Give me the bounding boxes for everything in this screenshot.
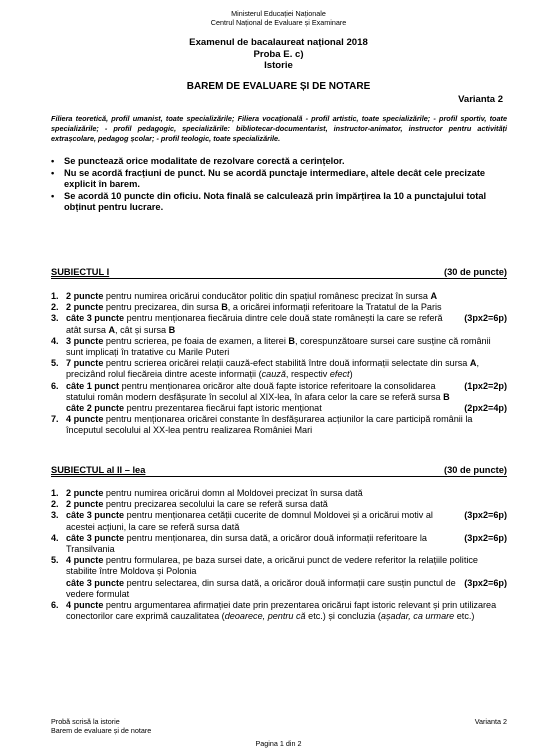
item-points: 2 puncte — [66, 302, 104, 313]
grading-item — [51, 381, 507, 403]
item-score: (3px2=6p) — [464, 510, 507, 521]
item-number: 2. — [51, 302, 59, 313]
page-footer — [51, 717, 507, 735]
item-number: 1. — [51, 291, 59, 301]
item-text: pentru numirea oricărui conducător politic din spațiul românesc precizat în sursa — [103, 291, 431, 301]
item-text: , cât și sursa — [115, 324, 169, 335]
rule-item: • Nu se acordă fracțiuni de punct. Nu se acordă punctaje intermediare, altele decât cele precizate explicit în barem. — [51, 167, 486, 190]
subiect2-title: SUBIECTUL al II – lea — [51, 465, 146, 475]
grading-item — [51, 403, 507, 414]
bullet-icon: • — [51, 167, 55, 178]
item-text: , respectiv — [285, 369, 330, 380]
item-text: pentru scrierea, pe foaia de examen, a literei — [103, 335, 289, 346]
item-text: , corespunzătoare sursei care susține că românii sunt implicați în tratative cu Marile Puteri — [66, 335, 491, 358]
exam-title: Examenul de bacalaureat național 2018 — [189, 37, 368, 48]
grading-item — [51, 499, 507, 510]
item-points: 3 puncte — [66, 335, 104, 346]
item-text: pentru menționarea oricăror alte două fapte istorice referitoare la consolidarea statului român modern desfășurate în secolul al XIX-lea, în afara celor la care se referă sursa — [66, 380, 444, 402]
item-points: 2 puncte — [66, 499, 104, 510]
item-number: 1. — [51, 488, 59, 498]
item-italic: cauză — [261, 369, 286, 380]
filiera-text: Filiera teoretică, profil umanist, toate specializările; Filiera vocațională - profil artistic, toate specializările; - profil sportiv, toate specializările; - profil pedagogic, specializările: bibliotecar-documentarist, instructor-animator, instructor pentru activități extrașcolare, pedagog școlar; - profil teologic, toate specializările. — [51, 114, 507, 143]
item-points: câte 3 puncte — [66, 313, 125, 324]
item-score: (3px2=6p) — [464, 577, 507, 588]
item-number: 5. — [51, 555, 59, 566]
item-source-ref: A — [469, 358, 477, 369]
footer-barem: Barem de evaluare și de notare — [51, 726, 152, 735]
bullet-icon: • — [51, 190, 55, 201]
item-source-ref: A — [108, 324, 116, 335]
footer-proba: Probă scrisă la istorie — [51, 717, 120, 726]
item-source-ref: B — [288, 335, 295, 346]
item-text: pentru scrierea oricărei relații cauză-efect stabilită între două informații selectate din sursa — [103, 358, 470, 369]
subiect2-header — [51, 465, 507, 477]
rule-item: • Se punctează orice modalitate de rezolvare corectă a cerințelor. — [51, 156, 345, 166]
item-number: 2. — [51, 499, 59, 510]
item-text: pentru menționarea oricărei constante în desfășurarea acțiunilor la care participă românii la începutul secolului al XX-lea pentru realizarea României Mari — [66, 414, 473, 436]
item-italic: așadar, ca urmare — [380, 611, 455, 622]
item-points: 4 puncte — [66, 600, 104, 611]
item-score: (3px2=6p) — [464, 532, 507, 543]
grading-item — [51, 488, 507, 499]
subiect2-points: (30 de puncte) — [443, 465, 507, 475]
item-points: câte 3 puncte — [66, 510, 125, 521]
item-source-ref: A — [430, 291, 438, 301]
item-text: , precizând rolul fiecăreia dintre aceste informații ( — [66, 358, 479, 380]
item-score: (3px2=6p) — [464, 313, 507, 324]
item-number: 4. — [51, 532, 59, 543]
item-text: pentru numirea oricărui domn al Moldovei precizat în sursa dată — [103, 488, 363, 498]
item-text: ) — [349, 369, 353, 380]
exam-title-block — [0, 37, 557, 72]
item-points: câte 2 puncte — [66, 403, 125, 414]
subiect1-header — [51, 267, 507, 279]
ministry-name: Ministerul Educației Naționale — [231, 9, 326, 18]
item-source-ref: B — [168, 324, 176, 335]
bullet-icon: • — [51, 156, 55, 166]
rule-item: • Se acordă 10 puncte din oficiu. Nota finală se calculează prin împărțirea la 10 a punctajului total obținut pentru lucrare. — [51, 190, 487, 213]
grading-item — [51, 600, 507, 622]
item-number: 4. — [51, 335, 59, 346]
item-points: câte 3 puncte — [66, 532, 125, 543]
item-italic: deoarece, pentru că — [224, 611, 306, 622]
item-text: pentru formularea, pe baza sursei date, a oricărui punct de vedere referitor la relațiile politice stabilite între Moldova și Polonia — [66, 555, 478, 577]
item-text: etc.) — [454, 611, 475, 622]
item-text: pentru precizarea, din sursa — [103, 302, 222, 313]
grading-item — [51, 358, 507, 380]
item-number: 3. — [51, 510, 59, 521]
subiect1-title: SUBIECTUL I — [51, 267, 110, 277]
center-name: Centrul Național de Evaluare și Examinare — [210, 18, 347, 27]
item-text: pentru menționarea cetății cucerite de domnul Moldovei și a oricărui motiv al acestei acțiuni, la care se referă sursa dată — [66, 510, 433, 532]
grading-item — [51, 414, 507, 436]
general-rules — [51, 156, 507, 214]
subiect1-points: (30 de puncte) — [443, 267, 507, 277]
page-header — [0, 9, 557, 27]
grading-item — [51, 555, 507, 577]
grading-item — [51, 578, 507, 600]
grading-item — [51, 510, 507, 532]
item-number: 5. — [51, 358, 59, 369]
subiect1-list — [51, 291, 507, 437]
item-points: 4 puncte — [66, 414, 104, 425]
item-number: 3. — [51, 313, 59, 324]
item-points: câte 1 punct — [66, 380, 120, 391]
exam-proba: Proba E. c) — [253, 48, 304, 60]
grading-item — [51, 533, 507, 555]
item-points: 7 puncte — [66, 358, 104, 369]
grading-item — [51, 291, 507, 302]
grading-item — [51, 313, 507, 335]
grading-item — [51, 302, 507, 313]
item-text: pentru selectarea, din sursa dată, a oricăror două informații care susțin punctul de vedere formulat — [66, 577, 456, 599]
item-text: pentru precizarea secolului la care se referă sursa dată — [103, 499, 328, 510]
item-source-ref: B — [443, 391, 450, 402]
item-text: , a oricărei informații referitoare la Tratatul de la Paris — [227, 302, 442, 313]
page-number: Pagina 1 din 2 — [255, 739, 302, 748]
item-text: pentru argumentarea afirmației date prin prezentarea oricărui fapt istoric relevant și prin utilizarea conectorilor care exprimă cauzalitatea ( — [66, 600, 497, 622]
item-number: 6. — [51, 600, 59, 611]
item-text: pentru menționarea fiecăruia dintre cele două state românești la care se referă atât sursa — [66, 313, 443, 335]
barem-title: BAREM DE EVALUARE ȘI DE NOTARE — [186, 81, 371, 92]
item-text: pentru prezentarea fiecărui fapt istoric menționat — [124, 403, 322, 414]
item-score: (1px2=2p) — [464, 380, 507, 391]
item-score: (2px2=4p) — [464, 403, 507, 414]
item-points: 2 puncte — [66, 488, 104, 498]
item-points: câte 3 puncte — [66, 577, 125, 588]
item-number: 7. — [51, 414, 59, 425]
item-number: 6. — [51, 380, 59, 391]
exam-subject: Istorie — [264, 60, 293, 71]
item-italic: efect — [329, 369, 350, 380]
item-text: pentru menționarea, din sursa dată, a oricăror două informații referitoare la Transilvania — [66, 532, 427, 555]
footer-variant: Varianta 2 — [474, 717, 507, 726]
item-source-ref: B — [221, 302, 228, 313]
item-text: etc.) și concluzia ( — [305, 611, 381, 622]
item-points: 2 puncte — [66, 291, 104, 301]
grading-item — [51, 336, 507, 358]
item-points: 4 puncte — [66, 555, 104, 566]
subiect2-list — [51, 488, 507, 622]
variant-label: Varianta 2 — [458, 94, 503, 105]
